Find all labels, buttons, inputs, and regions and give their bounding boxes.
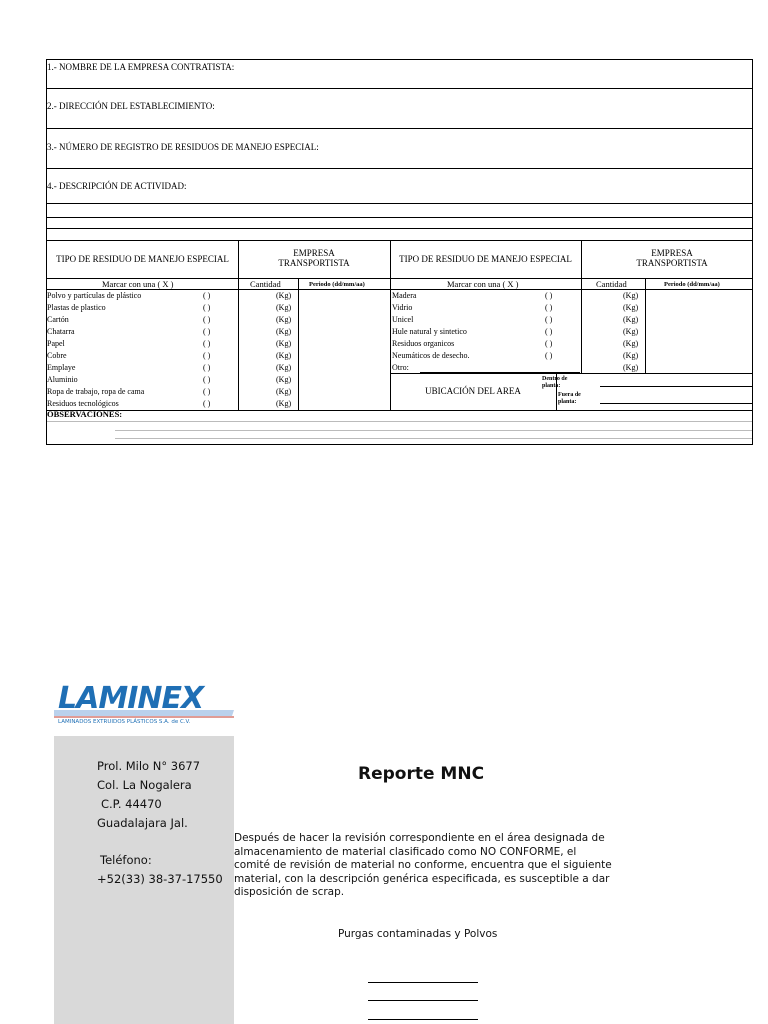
right-kg-1: (Kg) <box>623 303 639 312</box>
left-check-2[interactable]: ( ) <box>203 315 211 324</box>
left-check-4[interactable]: ( ) <box>203 339 211 348</box>
right-item-4: Residuos organicos <box>392 339 455 348</box>
left-item-3: Chatarra <box>47 327 75 336</box>
material-description: Purgas contaminadas y Polvos <box>338 928 498 940</box>
company-logo <box>54 680 234 736</box>
left-check-1[interactable]: ( ) <box>203 303 211 312</box>
report-title: Reporte MNC <box>358 764 485 784</box>
right-check-2[interactable]: ( ) <box>545 315 553 324</box>
field-company-name: 1.- NOMBRE DE LA EMPRESA CONTRATISTA: <box>47 62 235 72</box>
right-check-1[interactable]: ( ) <box>545 303 553 312</box>
left-kg-5: (Kg) <box>276 351 292 360</box>
logo-text: LAMINEX <box>58 681 204 716</box>
left-transport-header: EMPRESA TRANSPORTISTA <box>278 248 350 268</box>
right-item-6: Otro: <box>392 363 409 372</box>
report-paragraph: Después de hacer la revisión correspondiente en el área designada de almacenamiento de material clasificado como NO CONFORME, el comité de revisión de material no conforme, encuentra que el siguiente material, con la descripción genérica especificada, es susceptible a dar disposición de scrap. <box>234 832 612 898</box>
fuera-label: Fuera de planta: <box>558 392 581 405</box>
otro-underline[interactable] <box>420 372 580 373</box>
phone-label: Teléfono: <box>100 853 152 867</box>
left-check-9[interactable]: ( ) <box>203 399 211 408</box>
left-item-2: Cartón <box>47 315 69 324</box>
right-kg-3: (Kg) <box>623 327 639 336</box>
left-check-0[interactable]: ( ) <box>203 291 211 300</box>
right-kg-5: (Kg) <box>623 351 639 360</box>
right-kg-0: (Kg) <box>623 291 639 300</box>
left-mark-label: Marcar con una ( X ) <box>102 279 174 289</box>
obs-line-2[interactable] <box>115 430 752 431</box>
left-item-7: Aluminio <box>47 375 78 384</box>
left-kg-1: (Kg) <box>276 303 292 312</box>
field-address: 2.- DIRECCIÓN DEL ESTABLECIMIENTO: <box>47 101 215 111</box>
right-check-0[interactable]: ( ) <box>545 291 553 300</box>
signature-line-1[interactable] <box>368 982 478 983</box>
left-item-0: Polvo y partículas de plástico <box>47 291 142 300</box>
left-check-5[interactable]: ( ) <box>203 351 211 360</box>
left-item-4: Papel <box>47 339 65 348</box>
right-qty-label: Cantidad <box>596 279 627 289</box>
left-type-header: TIPO DE RESIDUO DE MANEJO ESPECIAL <box>56 254 229 264</box>
right-item-5: Neumáticos de desecho. <box>392 351 470 360</box>
dentro-label: Dentro de planta: <box>542 376 568 389</box>
left-item-8: Ropa de trabajo, ropa de cama <box>47 387 145 396</box>
right-check-4[interactable]: ( ) <box>545 339 553 348</box>
right-item-0: Madera <box>392 291 417 300</box>
phone-number: +52(33) 38-37-17550 <box>97 872 223 886</box>
left-period-label: Periodo (dd/mm/aa) <box>309 281 365 288</box>
left-check-8[interactable]: ( ) <box>203 387 211 396</box>
right-check-5[interactable]: ( ) <box>545 351 553 360</box>
observaciones-label: OBSERVACIONES: <box>47 409 123 419</box>
left-kg-3: (Kg) <box>276 327 292 336</box>
left-qty-label: Cantidad <box>250 279 281 289</box>
right-kg-2: (Kg) <box>623 315 639 324</box>
left-kg-4: (Kg) <box>276 339 292 348</box>
right-item-2: Unicel <box>392 315 414 324</box>
right-check-3[interactable]: ( ) <box>545 327 553 336</box>
right-kg-6: (Kg) <box>623 363 639 372</box>
right-mark-label: Marcar con una ( X ) <box>447 279 519 289</box>
left-check-6[interactable]: ( ) <box>203 363 211 372</box>
left-kg-8: (Kg) <box>276 387 292 396</box>
left-kg-9: (Kg) <box>276 399 292 408</box>
obs-line-3[interactable] <box>115 438 752 439</box>
left-check-7[interactable]: ( ) <box>203 375 211 384</box>
right-transport-header: EMPRESA TRANSPORTISTA <box>636 248 708 268</box>
right-item-3: Hule natural y sintetico <box>392 327 467 336</box>
ubicacion-label: UBICACIÓN DEL AREA <box>425 386 521 396</box>
left-item-1: Plastas de plastico <box>47 303 106 312</box>
left-item-6: Emplaye <box>47 363 76 372</box>
dentro-line[interactable] <box>600 386 752 387</box>
right-type-header: TIPO DE RESIDUO DE MANEJO ESPECIAL <box>399 254 572 264</box>
logo-tagline: LAMINADOS EXTRUIDOS PLÁSTICOS S.A. de C.V. <box>58 719 191 725</box>
left-kg-0: (Kg) <box>276 291 292 300</box>
signature-line-3[interactable] <box>368 1019 478 1020</box>
address-line-3: C.P. 44470 <box>101 797 162 811</box>
left-kg-6: (Kg) <box>276 363 292 372</box>
obs-line-1[interactable] <box>47 421 752 422</box>
field-registry-number: 3.- NÚMERO DE REGISTRO DE RESIDUOS DE MANEJO ESPECIAL: <box>47 142 319 152</box>
address-line-4: Guadalajara Jal. <box>97 816 188 830</box>
waste-form <box>46 59 753 445</box>
left-kg-2: (Kg) <box>276 315 292 324</box>
left-item-9: Residuos tecnológicos <box>47 399 119 408</box>
signature-line-2[interactable] <box>368 1000 478 1001</box>
left-check-3[interactable]: ( ) <box>203 327 211 336</box>
address-line-1: Prol. Milo N° 3677 <box>97 759 201 773</box>
right-item-1: Vidrio <box>392 303 413 312</box>
left-item-5: Cobre <box>47 351 67 360</box>
field-activity: 4.- DESCRIPCIÓN DE ACTIVIDAD: <box>47 181 187 191</box>
address-line-2: Col. La Nogalera <box>97 778 192 792</box>
left-kg-7: (Kg) <box>276 375 292 384</box>
company-address <box>97 757 200 833</box>
right-kg-4: (Kg) <box>623 339 639 348</box>
fuera-line[interactable] <box>600 403 752 404</box>
right-period-label: Periodo (dd/mm/aa) <box>664 281 720 288</box>
